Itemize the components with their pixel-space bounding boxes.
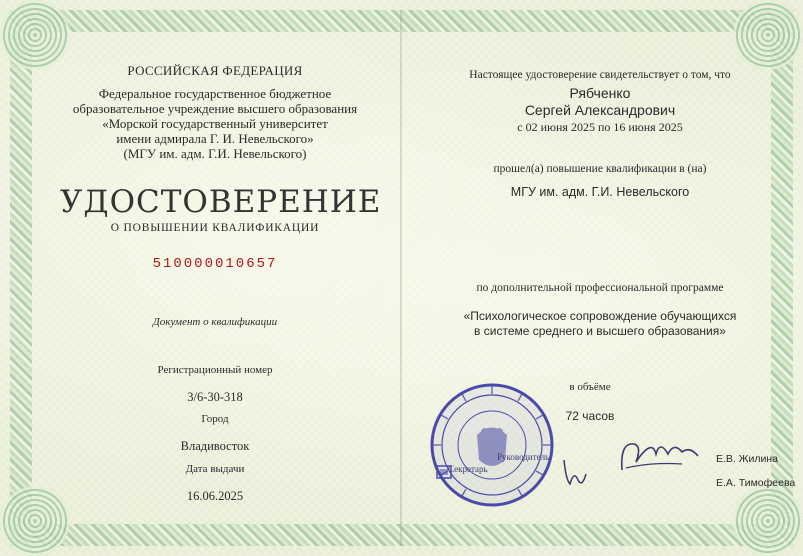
program-label: по дополнительной профессиональной программе — [476, 282, 724, 294]
corner-ornament — [733, 0, 803, 70]
registration-number: 3/6-30-318 — [187, 390, 243, 404]
registration-label: Регистрационный номер — [157, 364, 273, 376]
signer-name: Е.А. Тимофеева — [716, 477, 796, 489]
signer-role: Секретарь — [448, 464, 488, 474]
recipient-given-names: Сергей Александрович — [524, 102, 676, 118]
signature — [556, 450, 596, 495]
document-title: УДОСТОВЕРЕНИЕ — [60, 184, 382, 220]
country-name: РОССИЙСКАЯ ФЕДЕРАЦИЯ — [127, 63, 303, 78]
city-value: Владивосток — [180, 439, 250, 453]
program-name — [420, 309, 780, 339]
page-fold — [400, 10, 402, 546]
city-label: Город — [201, 413, 229, 425]
certificate-number: 510000010657 — [152, 256, 278, 272]
hours-value: 72 часов — [565, 409, 615, 423]
corner-ornament — [0, 0, 70, 70]
org-line: образовательное учреждение высшего образования — [72, 101, 358, 116]
training-place: МГУ им. адм. Г.И. Невельского — [510, 185, 690, 199]
recipient-surname: Рябченко — [569, 85, 631, 101]
recipient-name — [420, 85, 780, 119]
document-subtitle: О ПОВЫШЕНИИ КВАЛИФИКАЦИИ — [110, 222, 320, 234]
issue-date: 16.06.2025 — [186, 489, 244, 503]
org-line: имени адмирала Г. И. Невельского» — [116, 131, 314, 146]
organization-name — [60, 86, 370, 161]
issue-date-label: Дата выдачи — [185, 463, 245, 475]
org-line: «Морской государственный университет — [102, 116, 328, 131]
official-seal — [427, 380, 557, 510]
program-line: в системе среднего и высшего образования» — [474, 324, 726, 338]
program-line: «Психологическое сопровождение обучающихся — [463, 309, 737, 323]
signature — [612, 432, 702, 482]
document-type: Документ о квалификации — [152, 316, 278, 328]
corner-ornament — [733, 486, 803, 556]
signer-name: Е.В. Жилина — [716, 453, 778, 465]
passed-text: прошел(а) повышение квалификации в (на) — [493, 163, 707, 175]
certifies-text: Настоящее удостоверение свидетельствует о том, что — [469, 69, 731, 81]
org-line: (МГУ им. адм. Г.И. Невельского) — [123, 146, 307, 161]
volume-label: в объёме — [569, 381, 611, 393]
signer-role: Руководитель — [497, 452, 550, 462]
training-period: с 02 июня 2025 по 16 июня 2025 — [517, 120, 683, 134]
org-line: Федеральное государственное бюджетное — [98, 86, 332, 101]
